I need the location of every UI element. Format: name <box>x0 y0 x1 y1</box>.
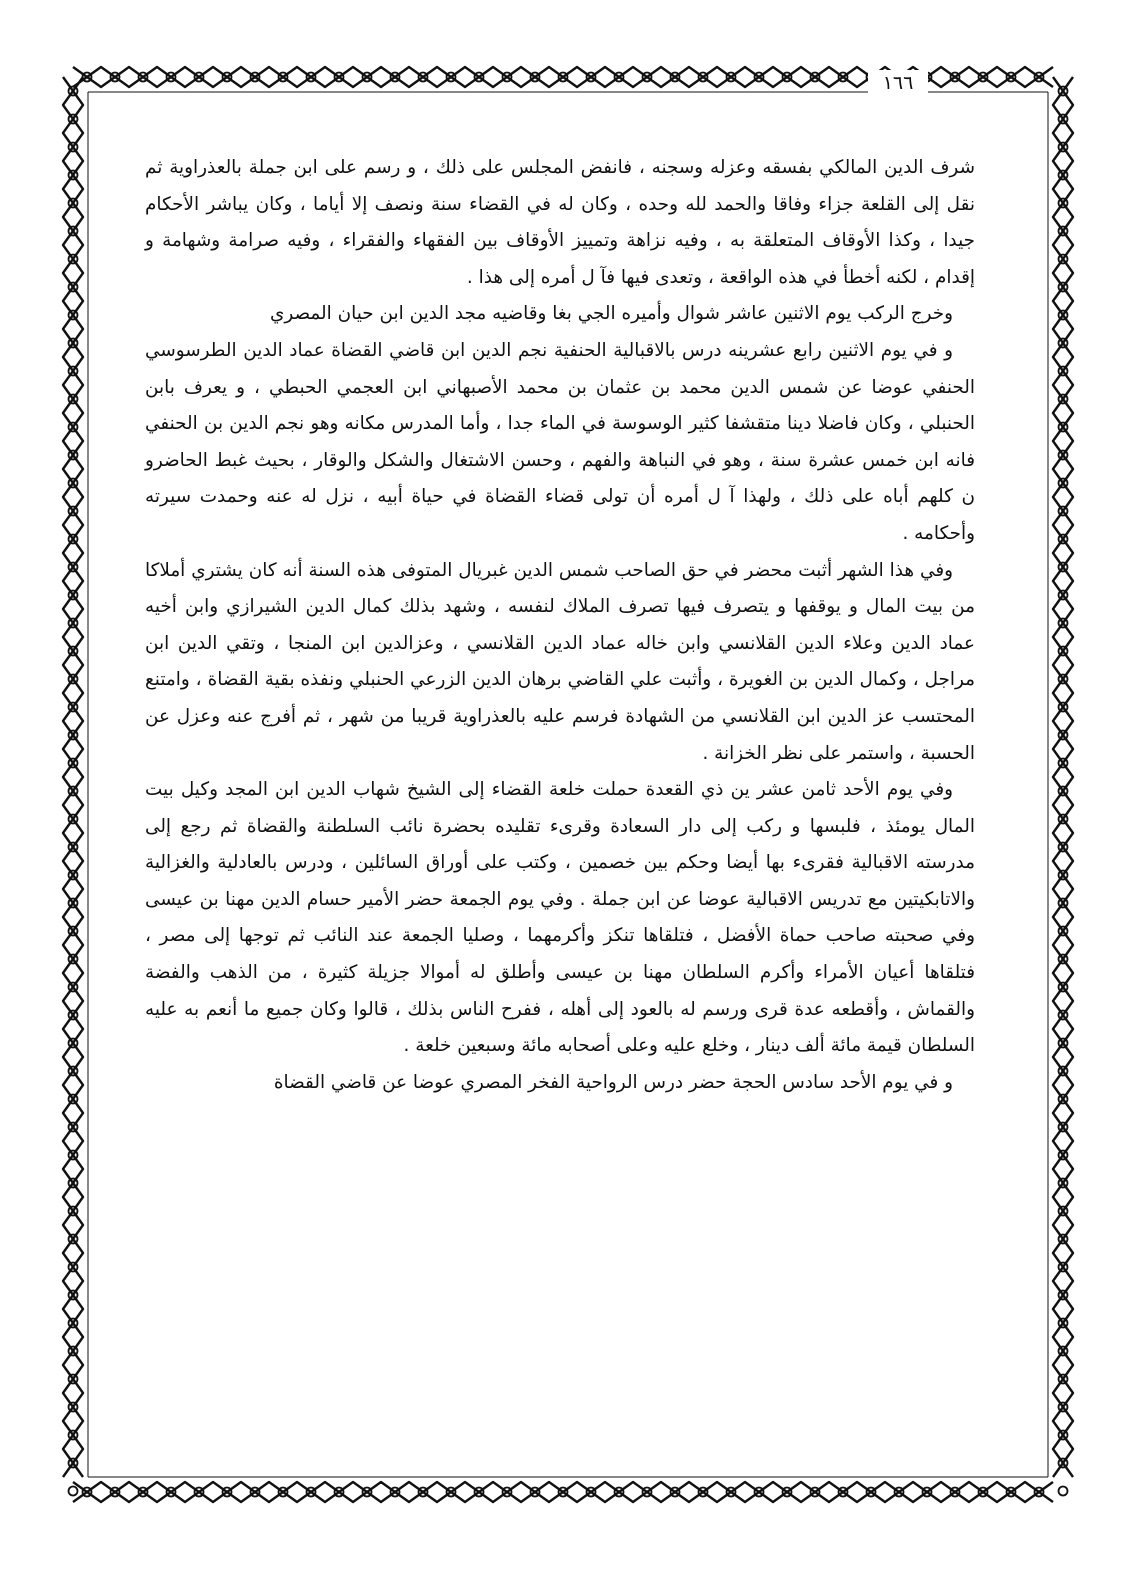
page-body-text <box>145 150 975 1101</box>
page-number: ١٦٦ <box>868 70 928 96</box>
paragraph: و في يوم الأحد سادس الحجة حضر درس الرواحية الفخر المصري عوضا عن قاضي القضاة <box>273 1071 953 1093</box>
paragraph: و في يوم الاثنين رابع عشرينه درس بالاقبالية الحنفية نجم الدين ابن قاضي القضاة عماد الدين الطرسوسي الحنفي عوضا عن شمس الدين محمد بن عثمان بن محمد الأصبهاني ابن العجمي الحبطي ، و يعرف بابن الحنبلي ، وكان فاضلا دينا متقشفا كثير الوسوسة في الماء جدا ، وأما المدرس مكانه وهو نجم الدين بن الحنفي فانه ابن خمس عشرة سنة ، وهو في النباهة والفهم ، وحسن الاشتغال والشكل والوقار ، بحيث غبط الحاضرو ن كلهم أباه على ذلك ، ولهذا آ ل أمره أن تولى قضاء القضاة في حياة أبيه ، نزل له عنه وحمدت سيرته وأحكامه . <box>145 339 975 544</box>
paragraph: شرف الدين المالكي بفسقه وعزله وسجنه ، فانفض المجلس على ذلك ، و رسم على ابن جملة بالعذراوية ثم نقل إلى القلعة جزاء وفاقا والحمد لله وحده ، وكان له في القضاء سنة ونصف إلا أياما ، وكان يباشر الأحكام جيدا ، وكذا الأوقاف المتعلقة به ، وفيه نزاهة وتمييز الأوقاف بين الفقهاء والفقراء ، وفيه صرامة وشهامة و إقدام ، لكنه أخطأ في هذه الواقعة ، وتعدى فيها فآ ل أمره إلى هذا . <box>145 157 975 288</box>
paragraph: وخرج الركب يوم الاثنين عاشر شوال وأميره الجي بغا وقاضيه مجد الدين ابن حيان المصري <box>269 303 953 325</box>
paragraph: وفي يوم الأحد ثامن عشر ين ذي القعدة حملت خلعة القضاء إلى الشيخ شهاب الدين ابن المجد وكيل بيت المال يومئذ ، فلبسها و ركب إلى دار السعادة وقرىء تقليده بحضرة نائب السلطنة والقضاة ثم رجع إلى مدرسته الاقبالية فقرىء بها أيضا وحكم بين خصمين ، وكتب على أوراق السائلين ، ودرس بالعادلية والغزالية والاتابكيتين مع تدريس الاقبالية عوضا عن ابن جملة . وفي يوم الجمعة حضر الأمير حسام الدين مهنا بن عيسى وفي صحبته صاحب حماة الأفضل ، فتلقاها تنكز وأكرمهما ، وصليا الجمعة عند النائب ثم توجها إلى مصر ، فتلقاها أعيان الأمراء وأكرم السلطان مهنا بن عيسى وأطلق له أموالا جزيلة كثيرة ، من الذهب والفضة والقماش ، وأقطعه عدة قرى ورسم له بالعود إلى أهله ، ففرح الناس بذلك ، قالوا وكان جميع ما أنعم به عليه السلطان قيمة مائة ألف دينار ، وخلع عليه وعلى أصحابه مائة وسبعين خلعة . <box>145 779 975 1057</box>
paragraph: وفي هذا الشهر أثبت محضر في حق الصاحب شمس الدين غبريال المتوفى هذه السنة أنه كان يشتري أملاكا من بيت المال و يوقفها و يتصرف فيها تصرف الملاك لنفسه ، وشهد بذلك كمال الدين الشيرازي وابن أخيه عماد الدين وعلاء الدين القلانسي وابن خاله عماد الدين القلانسي ، وعزالدين ابن المنجا ، وتقي الدين ابن مراجل ، وكمال الدين بن الغويرة ، وأثبت علي القاضي برهان الدين الزرعي الحنبلي ونفذه بقية القضاة ، وامتنع المحتسب عز الدين ابن القلانسي من الشهادة فرسم عليه بالعذراوية قريبا من شهر ، ثم أفرج عنه وعزل عن الحسبة ، واستمر على نظر الخزانة . <box>145 559 975 764</box>
